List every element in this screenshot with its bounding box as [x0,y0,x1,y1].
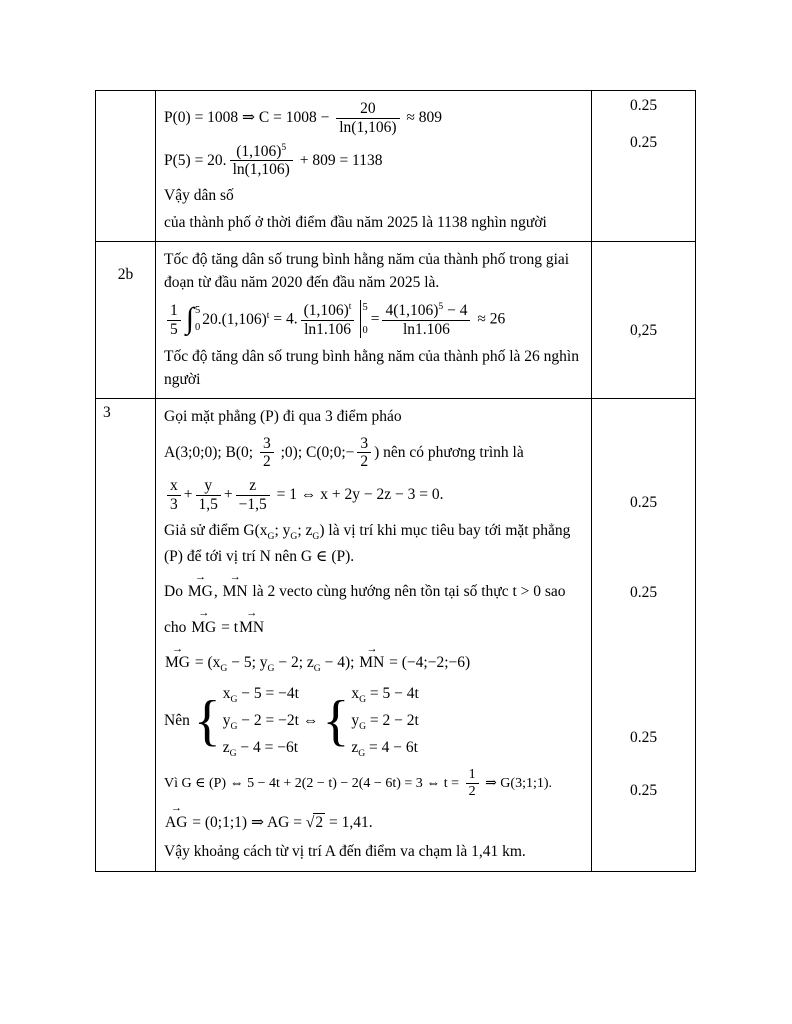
vector-MN: MN → [239,616,264,641]
fraction: $\frac{y}{1,5}$ [196,477,221,514]
fraction: $\frac{x}{3}$ [167,477,181,514]
text-line: Tốc độ tăng dân số trung bình hằng năm của thành phố trong giai đoạn từ đầu năm 2020 đến đầu năm 2025 là. [164,251,570,291]
vector-AG: AG → [165,811,187,836]
table-row [96,242,696,399]
solution-cell [156,242,592,399]
fraction: $\frac{3}{2}$ [260,435,274,472]
text-line: Vậy khoảng cách từ vị trí A đến điểm va chạm là 1,41 km. [164,843,526,861]
formula-line: MG → = ($x_G - 5$; $y_G - 2$; $z_G - 4$); MN → = (−4;−2;−6) [164,646,583,676]
question-id-cell: 3 [96,399,156,872]
formula-line: P(5) = 20. $\frac{(1,106)^5}{\ln(1,106)}$ + 809 = 1138 [164,141,383,179]
question-id-cell: 2b [96,242,156,399]
table-row [96,399,696,872]
solution-cell [156,399,592,872]
formula-line: cho MG → = tMN → [164,611,583,641]
text-line: Gọi mặt phẳng (P) đi qua 3 điểm pháo [164,408,402,426]
equation-system: { $x_G - 5 = -4t$ $y_G - 2 = -2t$ $z_G - 4 = -6t$ [193,685,299,759]
text-line: (P) để tới vị trí N nên G ∈ (P). [164,548,355,566]
question-id-cell [96,91,156,242]
fraction: $\frac{(1,106)^5}{\ln(1,106)}$ [230,143,293,180]
evaluation-bar: 5 0 [362,302,368,337]
text-line: Giả sử điểm $G(x_G$; $y_G$; $z_G$) là vị trí khi mục tiêu bay tới mặt phẳng [164,521,571,542]
vector-MG: MG → [191,616,216,641]
vector-MG: MG → [165,651,190,676]
points-cell [592,91,696,242]
vector-MG: MG → [188,580,213,605]
fraction: $\frac{4(1,106)^5 - 4}{\ln 1.106}$ [382,302,470,339]
fraction: $\frac{(1,106)^t}{\ln 1.106}$ [301,302,355,339]
points-value: 0.25 [629,97,658,114]
equation-system: { $x_G = 5 - 4t$ $y_G = 2 - 2t$ $z_G = 4 - 6t$ [322,685,419,759]
points-value: 0.25 [629,782,658,800]
formula-line: $\frac{1}{5}$ ∫ 5 0 $20.(1,106)^t = 4$. $\frac{(1,106)^t}{\ln 1.106}$ 5 0 = $\frac{4(1,106)^5 - 4}{\ln 1.106}$ ≈ 26 [164,300,583,340]
points-value: 0,25 [629,322,658,340]
text-line: Tốc độ tăng dân số trung bình hằng năm của thành phố là 26 nghìn người [164,348,579,388]
integral: ∫ 5 0 [185,302,201,336]
points-cell [592,242,696,399]
fraction: $\frac{1}{5}$ [167,302,181,339]
formula-line: Vì G ∈ (P) ⇔ 5 − 4t + 2(2 − t) − 2(4 − 6t) = 3 ⇔ t = $\frac{1}{2}$ ⇒ G(3;1;1). [164,766,553,799]
points-value: 0.25 [629,729,658,747]
left-brace: { [322,689,350,752]
formula-line: P(0) = 1008 ⇒ C = 1008 − $\frac{20}{\ln(1,106)}$ ≈ 809 [164,100,443,136]
vector-MN: MN → [223,580,248,605]
fraction: $\frac{3}{2}$ [357,435,371,472]
points-value: 0.25 [629,134,658,151]
fraction: $\frac{1}{2}$ [466,767,479,800]
formula-line: AG → = (0;1;1) ⇒ AG = √2 = 1,41. [164,806,583,836]
points-value: 0.25 [629,494,658,512]
text-line: Vậy dân số [164,187,234,205]
formula-line: A(3;0;0); B(0; $\frac{3}{2}$ ;0); C(0;0;− $\frac{3}{2}$ ) nên có phương trình là [164,434,524,471]
formula-line: $\frac{x}{3}$ + $\frac{y}{1,5}$ + $\frac{z}{-1,5}$ = 1 ⇔ x + 2y − 2z − 3 = 0. [164,477,583,514]
solution-cell [156,91,592,242]
points-value: 0.25 [629,584,658,602]
grading-table [95,90,696,872]
fraction: $\frac{z}{-1,5}$ [236,477,270,514]
square-root: √2 [305,813,324,831]
table-row [96,91,696,242]
formula-line: Nên { $x_G - 5 = -4t$ $y_G - 2 = -2t$ $z_G - 4 = -6t$ ⇔ { $x_G = 5 - 4t$ $y_G = 2 - 2t$ $z_G = 4 - 6t$ [164,682,583,760]
left-brace: { [193,689,221,752]
fraction: $\frac{20}{\ln(1,106)}$ [336,100,399,137]
vector-MN: MN → [359,651,384,676]
points-cell [592,399,696,872]
text-line: của thành phố ở thời điểm đầu năm 2025 là 1138 nghìn người [164,213,547,231]
text-line: Do MG →, MN → là 2 vecto cùng hướng nên tồn tại số thực t > 0 sao [164,575,583,605]
